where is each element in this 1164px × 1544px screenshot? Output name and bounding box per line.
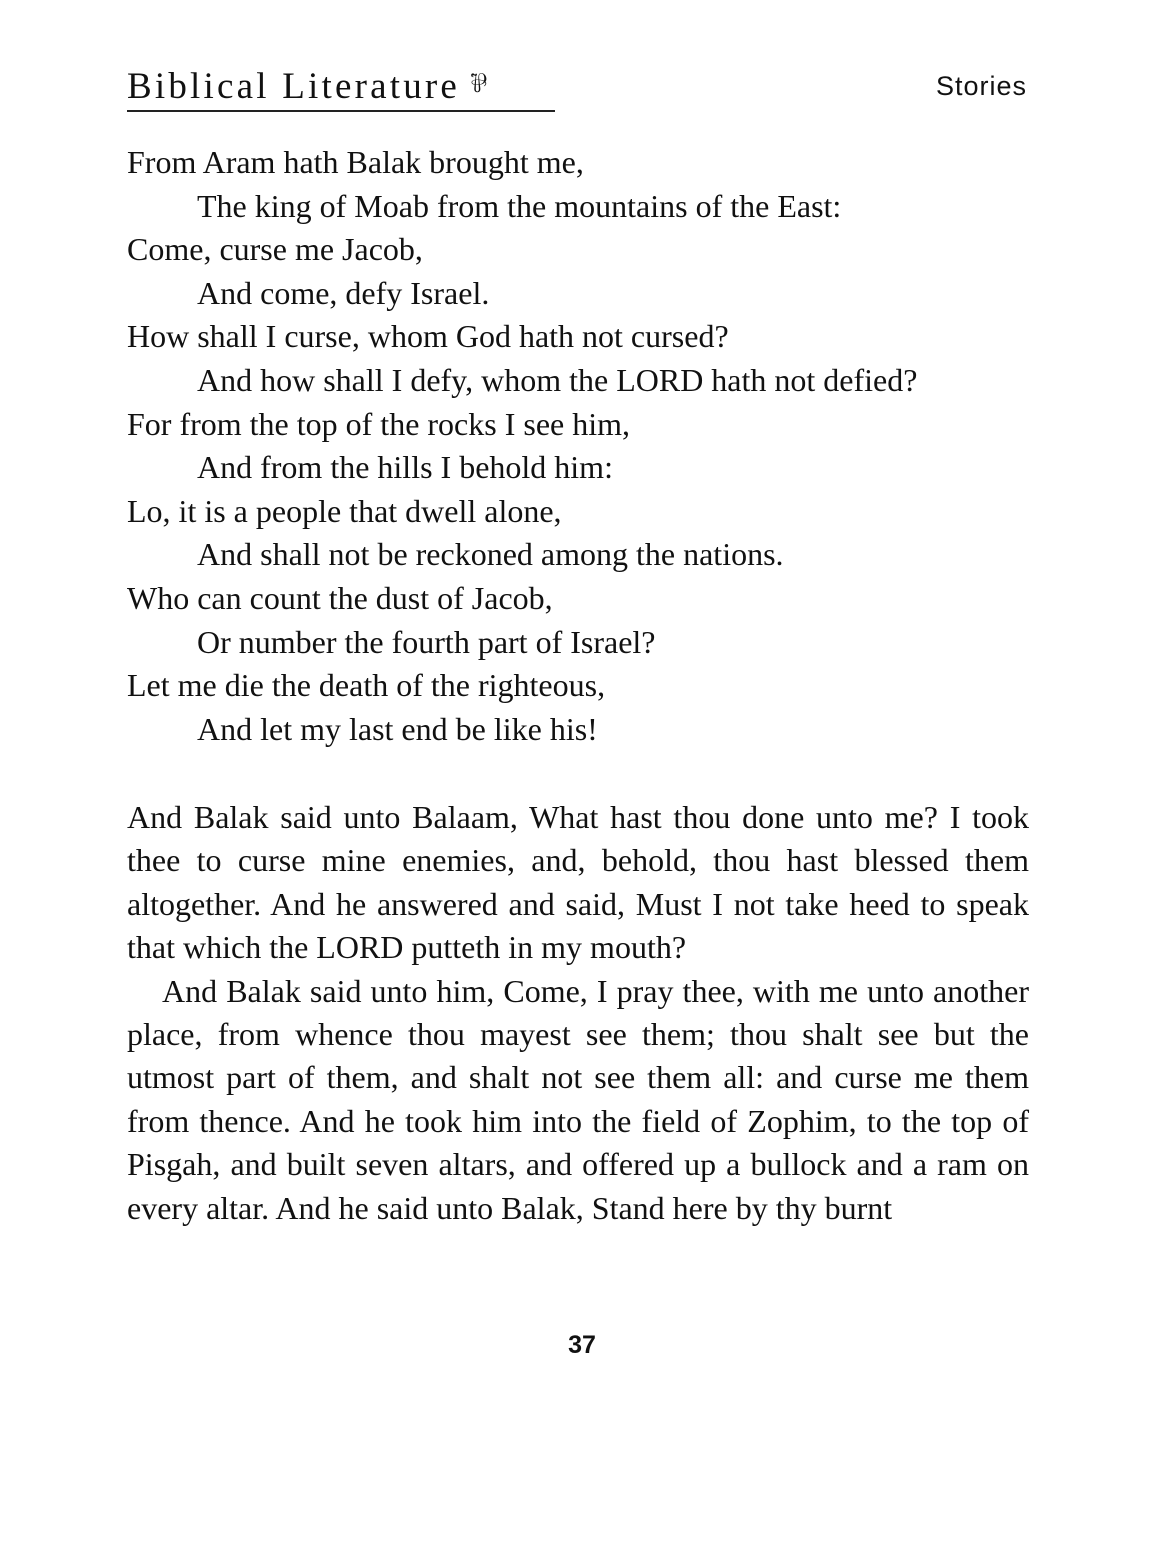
poem-line: And shall not be reckoned among the nations. xyxy=(197,536,784,573)
poem-line: And how shall I defy, whom the LORD hath not defied? xyxy=(197,361,918,398)
paragraph: And Balak said unto Balaam, What hast thou done unto me? I took thee to curse mine enemies, and, behold, thou hast blessed them altogether. And he answered and said, Must I not take heed to speak that which the LORD putteth in my mouth? xyxy=(127,799,1029,966)
poem-line: Or number the fourth part of Israel? xyxy=(197,623,656,660)
poem-line: For from the top of the rocks I see him, xyxy=(127,405,630,442)
poem-line: And let my last end be like his! xyxy=(197,710,598,747)
section-title: Stories xyxy=(935,71,1027,101)
running-title xyxy=(127,62,487,109)
poem-line: How shall I curse, whom God hath not cursed? xyxy=(127,318,729,355)
poem-line: Come, curse me Jacob, xyxy=(127,231,423,268)
header-rule xyxy=(127,110,555,112)
poem-line: From Aram hath Balak brought me, xyxy=(127,144,584,180)
poem xyxy=(127,141,1037,751)
page-header xyxy=(127,58,1029,118)
book-title: Biblical Literature xyxy=(127,66,461,107)
poem-line: Who can count the dust of Jacob, xyxy=(127,579,553,616)
paragraph: And Balak said unto him, Come, I pray thee, with me unto another place, from whence thou mayest see them; thou shalt see but the utmost part of them, and shalt not see them all: and curse me them from thence. And he took him into the field of Zophim, to the top of Pisgah, and built seven altars, and offered up a bullock and a ram on every altar. And he said unto Balak, Stand here by thy burnt xyxy=(127,972,1029,1226)
poem-line: And come, defy Israel. xyxy=(197,274,490,311)
poem-line: And from the hills I behold him: xyxy=(197,449,613,486)
ornament-icon: ⅌ xyxy=(470,69,488,98)
poem-line: Let me die the death of the righteous, xyxy=(127,667,606,704)
page-number: 37 xyxy=(568,1331,596,1359)
poem-line: Lo, it is a people that dwell alone, xyxy=(127,492,562,529)
prose-body xyxy=(127,796,1029,1230)
poem-line: The king of Moab from the mountains of the East: xyxy=(197,187,842,224)
